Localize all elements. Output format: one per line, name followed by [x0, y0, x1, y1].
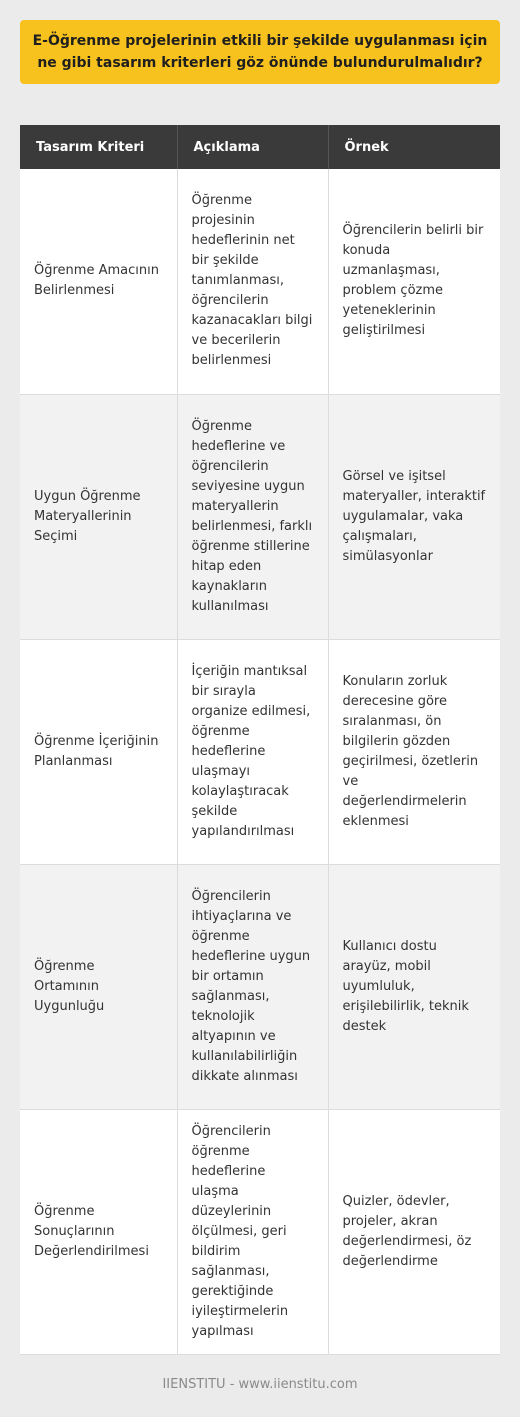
table-row: [20, 1109, 500, 1354]
cell-example: Görsel ve işitsel materyaller, interaktif uygulamalar, vaka çalışmaları, simülasyonlar: [328, 394, 500, 639]
title-banner: [20, 20, 500, 84]
table-row: [20, 864, 500, 1109]
cell-description: Öğrenme hedeflerine ve öğrencilerin seviyesine uygun materyallerin belirlenmesi, farklı öğrenme stillerine hitap eden kaynakların kullanılması: [177, 394, 328, 639]
cell-example: Konuların zorluk derecesine göre sıralanması, ön bilgilerin gözden geçirilmesi, özetlerin ve değerlendirmelerin eklenmesi: [328, 639, 500, 864]
header-criterion: Tasarım Kriteri: [20, 125, 177, 169]
cell-criterion: Öğrenme İçeriğinin Planlanması: [20, 639, 177, 864]
cell-criterion: Öğrenme Ortamının Uygunluğu: [20, 864, 177, 1109]
header-example: Örnek: [328, 125, 500, 169]
cell-description: Öğrenme projesinin hedeflerinin net bir şekilde tanımlanması, öğrencilerin kazanacakları bilgi ve becerilerin belirlenmesi: [177, 169, 328, 394]
table-row: [20, 639, 500, 864]
cell-criterion: Öğrenme Sonuçlarının Değerlendirilmesi: [20, 1109, 177, 1354]
cell-criterion: Öğrenme Amacının Belirlenmesi: [20, 169, 177, 394]
cell-example: Kullanıcı dostu arayüz, mobil uyumluluk, erişilebilirlik, teknik destek: [328, 864, 500, 1109]
criteria-table: [20, 125, 500, 1355]
table-row: [20, 394, 500, 639]
cell-description: Öğrencilerin ihtiyaçlarına ve öğrenme hedeflerine uygun bir ortamın sağlanması, teknolojik altyapının ve kullanılabilirliğin dikkate alınması: [177, 864, 328, 1109]
cell-description: İçeriğin mantıksal bir sırayla organize edilmesi, öğrenme hedeflerine ulaşmayı kolaylaştıracak şekilde yapılandırılması: [177, 639, 328, 864]
cell-example: Öğrencilerin belirli bir konuda uzmanlaşması, problem çözme yeteneklerinin geliştirilmesi: [328, 169, 500, 394]
header-description: Açıklama: [177, 125, 328, 169]
cell-example: Quizler, ödevler, projeler, akran değerlendirmesi, öz değerlendirme: [328, 1109, 500, 1354]
footer-credit: IIENSTITU - www.iienstitu.com: [162, 1377, 358, 1392]
table-header-row: [20, 125, 500, 169]
table-row: [20, 169, 500, 394]
cell-description: Öğrencilerin öğrenme hedeflerine ulaşma düzeylerinin ölçülmesi, geri bildirim sağlanması, gerektiğinde iyileştirmelerin yapılması: [177, 1109, 328, 1354]
cell-criterion: Uygun Öğrenme Materyallerinin Seçimi: [20, 394, 177, 639]
page-title: E-Öğrenme projelerinin etkili bir şekilde uygulanması için ne gibi tasarım kriterleri göz önünde bulundurulmalıdır?: [32, 33, 488, 71]
